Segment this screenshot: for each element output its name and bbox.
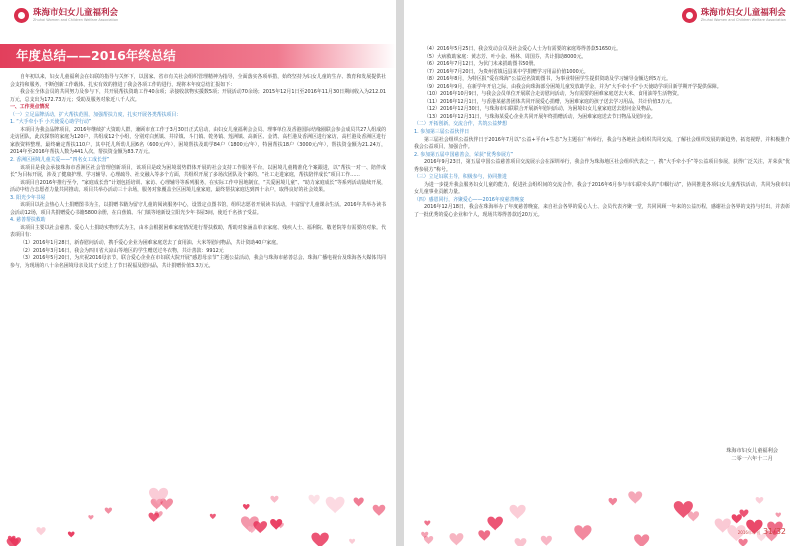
heart-icon [478, 530, 490, 540]
heart-icon [349, 539, 355, 544]
brand-right [682, 8, 786, 23]
sub-heading: 2. 参加第五届中国慈善会，荣获“优秀参展方” [414, 151, 514, 158]
heart-icon [738, 539, 747, 546]
paragraph: 该项目以社会热心人士捐赠图书为主，以捐赠书籍为留守儿童的阅读服务中心，设置定点图书馆，组织志愿者开展读书活动，丰富留守儿童课余生活。2016年共举办读书会活动12场，项目共捐赠爱心书籍5800余册，在白蕉镇、斗门镇等地新设立阳光少年书屋3间，使近千名孩子受益。 [10, 202, 386, 216]
brand-subtitle: Zhuhai Women and Children Welfare Association [700, 18, 786, 22]
paragraph: （4）2016年5月25日，我会发动会员及社会爱心人士为有需要的家庭筹得善款51650元。 [424, 46, 621, 52]
paragraph: 2016年9月23日，第五届中国公益慈善项目交流展示会在深圳举行，我会作为珠海地区社会组织代表之一，携“大手牵小手”等公益项目参展，获得广泛关注，并荣获“优秀参展方”称号。 [414, 159, 790, 173]
heart-icon [68, 531, 75, 537]
paragraph: （8）2016年8月，为特区报“爱在珠海”公益冠名资助图书，为事业特困学生提供资助及学习辅导金额达到5万元。 [424, 76, 671, 83]
right-page [404, 0, 800, 546]
sub-heading: 3. 阳光少年书屋 [10, 194, 46, 201]
heart-icon [449, 533, 463, 545]
sub-heading: 1. “大手牵小手 小天使爱心助学行动” [10, 119, 92, 126]
sub-heading: （四）感恩同行，齐聚爱心——2016年度慈善晚宴 [414, 196, 525, 203]
right-article-text [414, 46, 790, 220]
heart-icon [628, 491, 642, 503]
paragraph: 本项目为我会品牌项目，2016年继续扩大资助人群，兼顾市直工作于3月30日正式启动，由妇女儿童福利会会员、理事单位及香港国际结缘圈联会参会成员共27人组成的走访团队，此次探察的家庭为120户，共组成12个小组，分别对白蕉镇、井岸镇、斗门镇、乾务镇、莲洲镇、高新区、金湾、高栏港及香洲区进行家访，高栏港及香洲区进行家族资料整理。最终确定帮扶110户，其中托儿所幼儿园6名（600元/年），困境帮扶及助学84户（1800元/年），特困帮扶18户（3000元/年），帮扶资金额为21.24万，2014年至2016年帮扶人数为441人次，帮扶资金额为83.7万元。 [10, 126, 386, 156]
paragraph: 自年初以来，妇女儿童福利会在妇联的指导与关怀下，以国家、省市有关社会组织管理精神为指导，全面落实各项举措，始终坚持为妇女儿童的生存、教育和发展提供社会支持和服务，不断创新工作载体，扎实有效的推进了我会各项工作的进行，现将本年度总结汇报如下： [10, 74, 386, 88]
paragraph: （5）大病救助家庭：黄志芳、叶小金、杨林、周国芬，共计捐助8000元。 [424, 53, 587, 60]
heart-icon [311, 533, 328, 546]
left-article-text [10, 74, 386, 270]
brand-name: 珠海市妇女儿童福利会 [700, 8, 786, 18]
paragraph: （7）2016年7月20日，为贵州省镇远县某中学捐赠学习用品价值1000元。 [424, 68, 589, 75]
sub-heading: 1. 参加第三届公益伙伴日 [414, 129, 470, 136]
heart-icon [36, 527, 45, 535]
signature-org: 珠海市妇女儿童福利会 [726, 448, 778, 454]
heart-icon [732, 514, 742, 523]
paragraph: 该项目主要以社会慈善、爱心人士捐助实物形式为主，由本会根据困难家庭情况进行帮扶救助，帮助对象涵盖单亲家庭、残疾人士、福利院、敬老院等有需要的对象。代表项目有： [10, 224, 386, 239]
logo-icon [14, 8, 29, 23]
heart-icon [270, 519, 282, 530]
heart-icon [373, 505, 386, 516]
paragraph: （6）2016年7月12日，为伏门未来捐助图书50册。 [424, 61, 539, 68]
heart-icon [105, 507, 112, 513]
heart-icon [326, 497, 345, 514]
heart-icon [210, 514, 216, 519]
brand-name: 珠海市妇女儿童福利会 [33, 8, 119, 18]
page-title: 年度总结——2016年终总结 [16, 48, 176, 63]
title-band [0, 44, 396, 68]
paragraph: 为进一步提升我会服务妇女儿童的能力，促进社会组织间的交流合作，我会于2016年6月参与市妇联牵头的“巾帼行动”，协同推进各项妇女儿童帮扶活动，共同为我市妇女儿童事业贡献力量。 [414, 181, 790, 196]
heart-icon [354, 497, 364, 506]
heart-icon [608, 498, 617, 506]
paragraph: 该项目是我会承接珠海市香洲区社会管理创新项目，该项目是政为困境弱势群体开展的社会支持工作服务平台，以困境儿童精准化个案跟进，以“帮扶一对一、陪伴成长”为目标开展，涉及了健康护理、学习辅导、心理疏导、社交融入等多个方面，共组织开展了多场次团队及个案的，“社工走进家庭，帮扶陪伴成长”项目工作…… [10, 164, 386, 179]
logo-icon [682, 8, 697, 23]
sub-heading: （二）开拓创新，交流合作，共筑公益梦想 [414, 121, 507, 128]
page-numbers: 31/32 [762, 527, 786, 536]
paragraph: （1）2016年1月28日，新春慰问活动，携手爱心企业为困难家庭送去了食用油、大米等慰问物品，共计资助40户家庭。 [20, 240, 281, 247]
heart-icon [688, 511, 700, 521]
paragraph: 该项目自2016年推行至今，“家庭成长营”计划包括培训、家访、心理辅导等系列服务，在实际工作中因地制宜，“关爱困境儿童”、“助力家庭成长”等系列活动陆续开展，活动中结合志愿者力量共同推动。项目共举办活动三十余场，服务对象覆盖全区困境儿童家庭，最终帮扶家庭达到四十余户，取得良好的社会效果。 [10, 179, 386, 194]
heart-icon [424, 520, 430, 525]
heart-icon [487, 517, 503, 531]
left-page [0, 0, 396, 546]
page-label: 2016年年刊 [737, 530, 760, 535]
heart-icon [574, 525, 591, 540]
paragraph: （11）2016年12月1日，与香港某慈善团体共同开展爱心捐赠，为困难家庭的孩子送去学习用品，共计价值3万元。 [424, 98, 676, 105]
section-heading: 一、工作亮点情况 [10, 104, 50, 111]
heart-icon [510, 505, 526, 519]
heart-icon [308, 495, 319, 505]
brand-subtitle: Zhuhai Women and Children Welfare Association [33, 18, 119, 22]
paragraph: （12）2016年12月30日，与珠海市妇联联合开展新年慰问活动，为困境妇女儿童家庭送去慰问金及物品。 [424, 106, 656, 113]
brand-left [14, 8, 118, 23]
paragraph: （3）2016年5月20日，为庆祝2016母亲节，联合爱心企业在市妇联大院开展“感恩母亲节”主题公益活动，我会与珠海市慈善总会、珠海广播电视台及珠海各大媒体共同参与，为现场的八十余名困境母亲及其子女送上了节日祝福及慰问品，共计捐赠价值3.3万元。 [10, 255, 386, 269]
paragraph: （10）2016年10月9日，与我会会员单位开展联合走访慰问活动，为有需要的困难家庭送去大米、食用油等生活物资。 [424, 91, 682, 98]
heart-icon [634, 534, 649, 546]
signature-date: 二零一六年十二月 [731, 456, 773, 462]
heart-icon [756, 497, 764, 504]
paragraph: （9）2016年9月，在新学年开启之际，由我会向珠海部分困境儿童发放助学金，并为“大手牵小手”小天使助学项目新学期开学提供保障。 [424, 83, 722, 90]
sub-heading: 2. 香洲区困境儿童关爱——“四名女工成长营” [10, 157, 110, 164]
heart-icon [88, 515, 93, 520]
heart-icon [253, 521, 267, 533]
heart-icon [270, 496, 278, 503]
heart-icon [541, 536, 552, 546]
sub-heading: （三）立足妇联主导，积极参与，协同推进 [414, 174, 507, 181]
hearts-decoration-left [0, 426, 396, 546]
paragraph: 2016年12月18日，我会在珠海举办了年度慈善晚宴，来自社会各界的爱心人士、会员代表齐聚一堂，共同回顾一年来的公益历程，感谢社会各界的支持与付出，并表彰了一批优秀的爱心企业和个人，现场共筹得善款近20万元。 [414, 204, 790, 219]
heart-icon [243, 504, 250, 510]
page-number [738, 527, 786, 536]
sub-heading: （一）立足品牌活动，扩大帮扶范围，加强帮扶力度，扎实开展各类帮扶项目： [10, 111, 182, 118]
heart-icon [515, 538, 527, 546]
paragraph: 我会在全体会员的共同努力及参与下，共开展帮扶资助工作40余项；录接收款物实援数5项；开展活动70余场；2015年12月1日至2016年11月30日期间收入为212.01万元，总支出为172.73万元；受助及服务对象近八千人次。 [10, 89, 386, 103]
paragraph: 第三届社会组织公益伙伴日于2016年7月以“公益+平台+生态”为主题在广州举行，我会与各地社会组织共同交流，了解社会组织发展的新趋势，拓宽视野，并积极推介我会公益项目，加强合作。 [414, 136, 790, 151]
sub-heading: 4. 慈善帮扶救助 [10, 217, 46, 224]
paragraph: （2）2016年3月16日，我会为四川省大凉山等地区的学生赠送过冬衣物，共计善款：9912元 [20, 247, 224, 254]
paragraph: （13）2016年12月31日，与珠海某爱心企业共同开展年终捐赠活动，为困难家庭送去节日物品及慰问金。 [424, 113, 656, 120]
heart-icon [775, 513, 781, 518]
